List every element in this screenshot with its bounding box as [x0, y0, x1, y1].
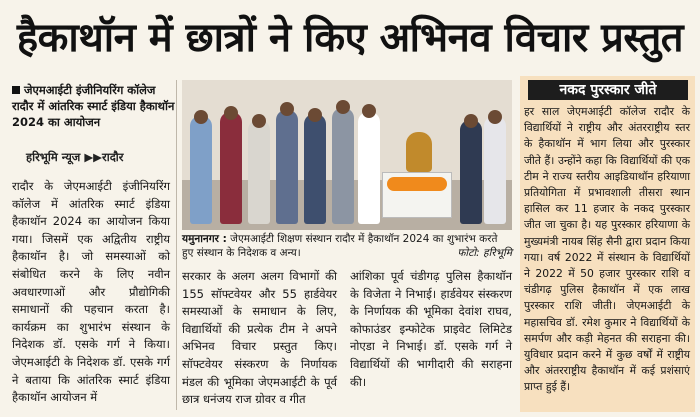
article-column-3: आंशिका पूर्व चंडीगढ़ पुलिस हैकाथॉन के विजेता ने निभाई। हार्डवेयर संस्करण के निर्णायक की भूमिका देवांश राघव, कोफाउंडर इन्फोटेक प्राइवेट लिमिटेड नोएडा ने निभाई। डॉ. एसके गर्ग ने विद्यार्थियों की भागीदारी की सराहना की। [350, 269, 512, 389]
news-photo [182, 80, 512, 230]
column-divider [176, 80, 177, 410]
bullet-icon [12, 86, 20, 94]
subheadline [12, 82, 177, 130]
subheadline-text: जेएमआईटी इंजीनियरिंग कॉलेज रादौर में आंतरिक स्मार्ट इंडिया हैकाथॉन 2024 का आयोजन [12, 83, 175, 129]
article-column-1: रादौर के जेएमआईटी इंजीनियरिंग कॉलेज में आंतरिक स्मार्ट इंडिया हैकाथॉन 2024 का आयोजन किया गया। जिसमें एक अद्वितीय राष्ट्रीय हैकाथॉन है। जो समस्याओं को संबोधित करने के लिए नवीन अवधारणाओं और प्रौद्योगिकी समाधानों की पहचान करता है। कार्यक्रम का शुभारंभ संस्थान के निदेशक डॉ. एसके गर्ग ने किया। जेएमआईटी के निदेशक डॉ. एसके गर्ग ने बताया कि आंतरिक स्मार्ट इंडिया हैकाथॉन आयोजन में [12, 179, 170, 405]
photo-credit: फोटो: हरिभूमि [457, 247, 512, 259]
idol-statue [406, 132, 432, 172]
article-column-2: सरकार के अलग अलग विभागों की 155 सॉफ्टवेयर और 55 हार्डवेयर समस्याओं के समाधान के लिए, विद्यार्थियों की प्रत्येक टीम ने अपने अभिनव विचार प्रस्तुत किए। सॉफ्टवेयर संस्करण के निर्णायक मंडल की भूमिका जेएमआईटी के पूर्व छात्र धनंजय राज ग्रोवर व गीत [182, 269, 337, 407]
caption-place: यमुनानगर : [182, 233, 227, 245]
byline: हरिभूमि न्यूज ▶▶रादौर [26, 150, 124, 164]
caption-text: जेएमआईटी शिक्षण संस्थान रादौर में हैकाथॉन 2024 का शुभारंभ करते हुए संस्थान के निदेशक व अन्य। [182, 233, 498, 259]
photo-caption [182, 232, 512, 260]
sidebar-body: हर साल जेएमआईटी कॉलेज रादौर के विद्यार्थियों ने राष्ट्रीय और अंतरराष्ट्रीय स्तर के हैकाथॉन में भाग लिया और पुरस्कार जीते हैं। उन्होंने कहा कि विद्यार्थियों की एक टीम ने राज्य स्तरीय आइडियाथॉन हरियाणा प्रतियोगिता में प्रभावशाली तीसरा स्थान हासिल कर 11 हजार के नकद पुरस्कार जीत जा चुका है। यह पुरस्कार हरियाणा के मुख्यमंत्री नायब सिंह सैनी द्वारा प्रदान किया गया। वर्ष 2022 में संस्थान के विद्यार्थियों ने 2022 में 50 हजार पुरस्कार राशि व चंडीगढ़ पुलिस हैकाथॉन में एक लाख पुरस्कार राशि जीती। जेएमआईटी के महासचिव डॉ. रमेश कुमार ने विद्यार्थियों के समर्पण और कड़ी मेहनत की सराहना की। युविधार प्रदान करने में कुछ वर्षों में राष्ट्रीय और अंतरराष्ट्रीय हैकाथॉन में कई प्रशंसाएं प्राप्त हुई हैं। [524, 105, 690, 394]
headline: हैकाथॉन में छात्रों ने किए अभिनव विचार प्रस्तुत [16, 15, 684, 61]
sidebar-title: नकद पुरस्कार जीते [528, 80, 688, 100]
